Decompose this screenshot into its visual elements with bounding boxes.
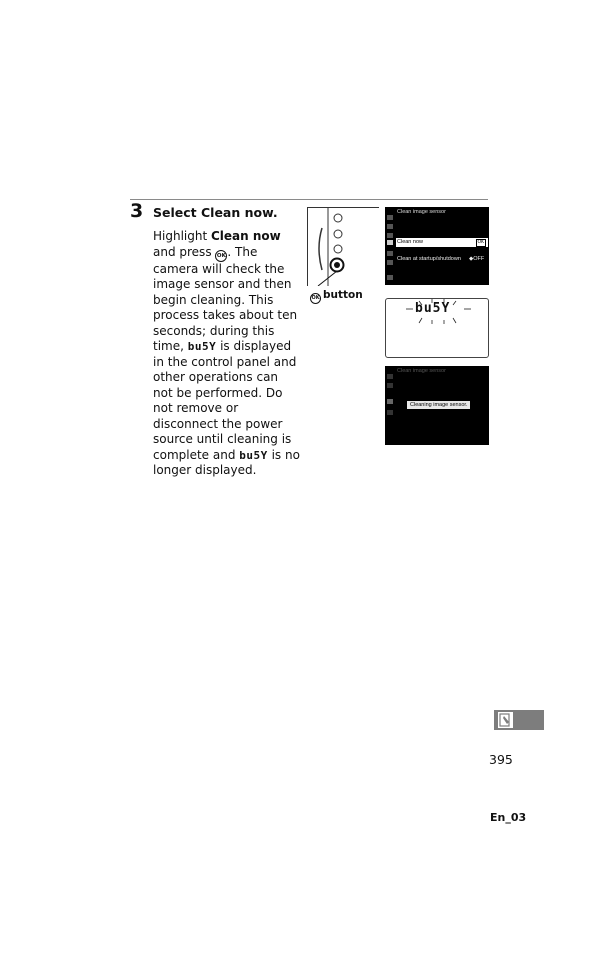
step-title: Select Clean now.: [153, 205, 278, 220]
menu-tab-icons: [385, 207, 395, 285]
menu-title: Clean image sensor: [397, 368, 446, 374]
busy-indicator-text: bu5Y: [187, 340, 217, 353]
footer-code: En_03: [490, 811, 527, 824]
ok-button-icon: OK: [215, 250, 227, 262]
control-panel-display: [385, 298, 489, 358]
ok-button-icon: OK: [310, 293, 321, 304]
menu-title: Clean image sensor: [397, 209, 446, 215]
clean-sensor-menu-screen: [385, 207, 489, 285]
section-rule: [130, 199, 488, 200]
camera-buttons-drawing: [308, 208, 379, 286]
busy-indicator-text: bu5Y: [239, 448, 268, 462]
menu-tab-icons: [385, 366, 395, 444]
step-number: 3: [130, 200, 144, 222]
ok-tag: OK: [477, 240, 484, 245]
ok-button-callout: OK button: [310, 289, 363, 304]
step-instructions: Highlight Clean now and press OK . The camera will check the image sensor and then begin cleaning. This process takes about ten seconds; during this time, bu5Y is displayed in the control panel and other operations can not be performed. Do not remove or disconnect the power source until cleaning is complete and bu5Y is no longer displayed.: [153, 229, 300, 477]
busy-display-text: bu5Y: [415, 301, 451, 316]
cleaning-message: Cleaning image sensor.: [407, 401, 470, 409]
cleaning-progress-screen: [385, 366, 489, 445]
page-number: 395: [489, 752, 513, 767]
menu-item-clean-now[interactable]: Clean now OK: [396, 238, 488, 247]
menu-item-clean-startup-shutdown[interactable]: Clean at startup/shutdown: [397, 256, 461, 262]
camera-back-illustration: [307, 207, 379, 286]
section-thumb-tab: [494, 710, 544, 730]
menu-item-value: ◆OFF: [469, 256, 485, 262]
clean-now-emphasis: Clean now: [211, 229, 281, 243]
technical-notes-icon: [498, 712, 513, 728]
